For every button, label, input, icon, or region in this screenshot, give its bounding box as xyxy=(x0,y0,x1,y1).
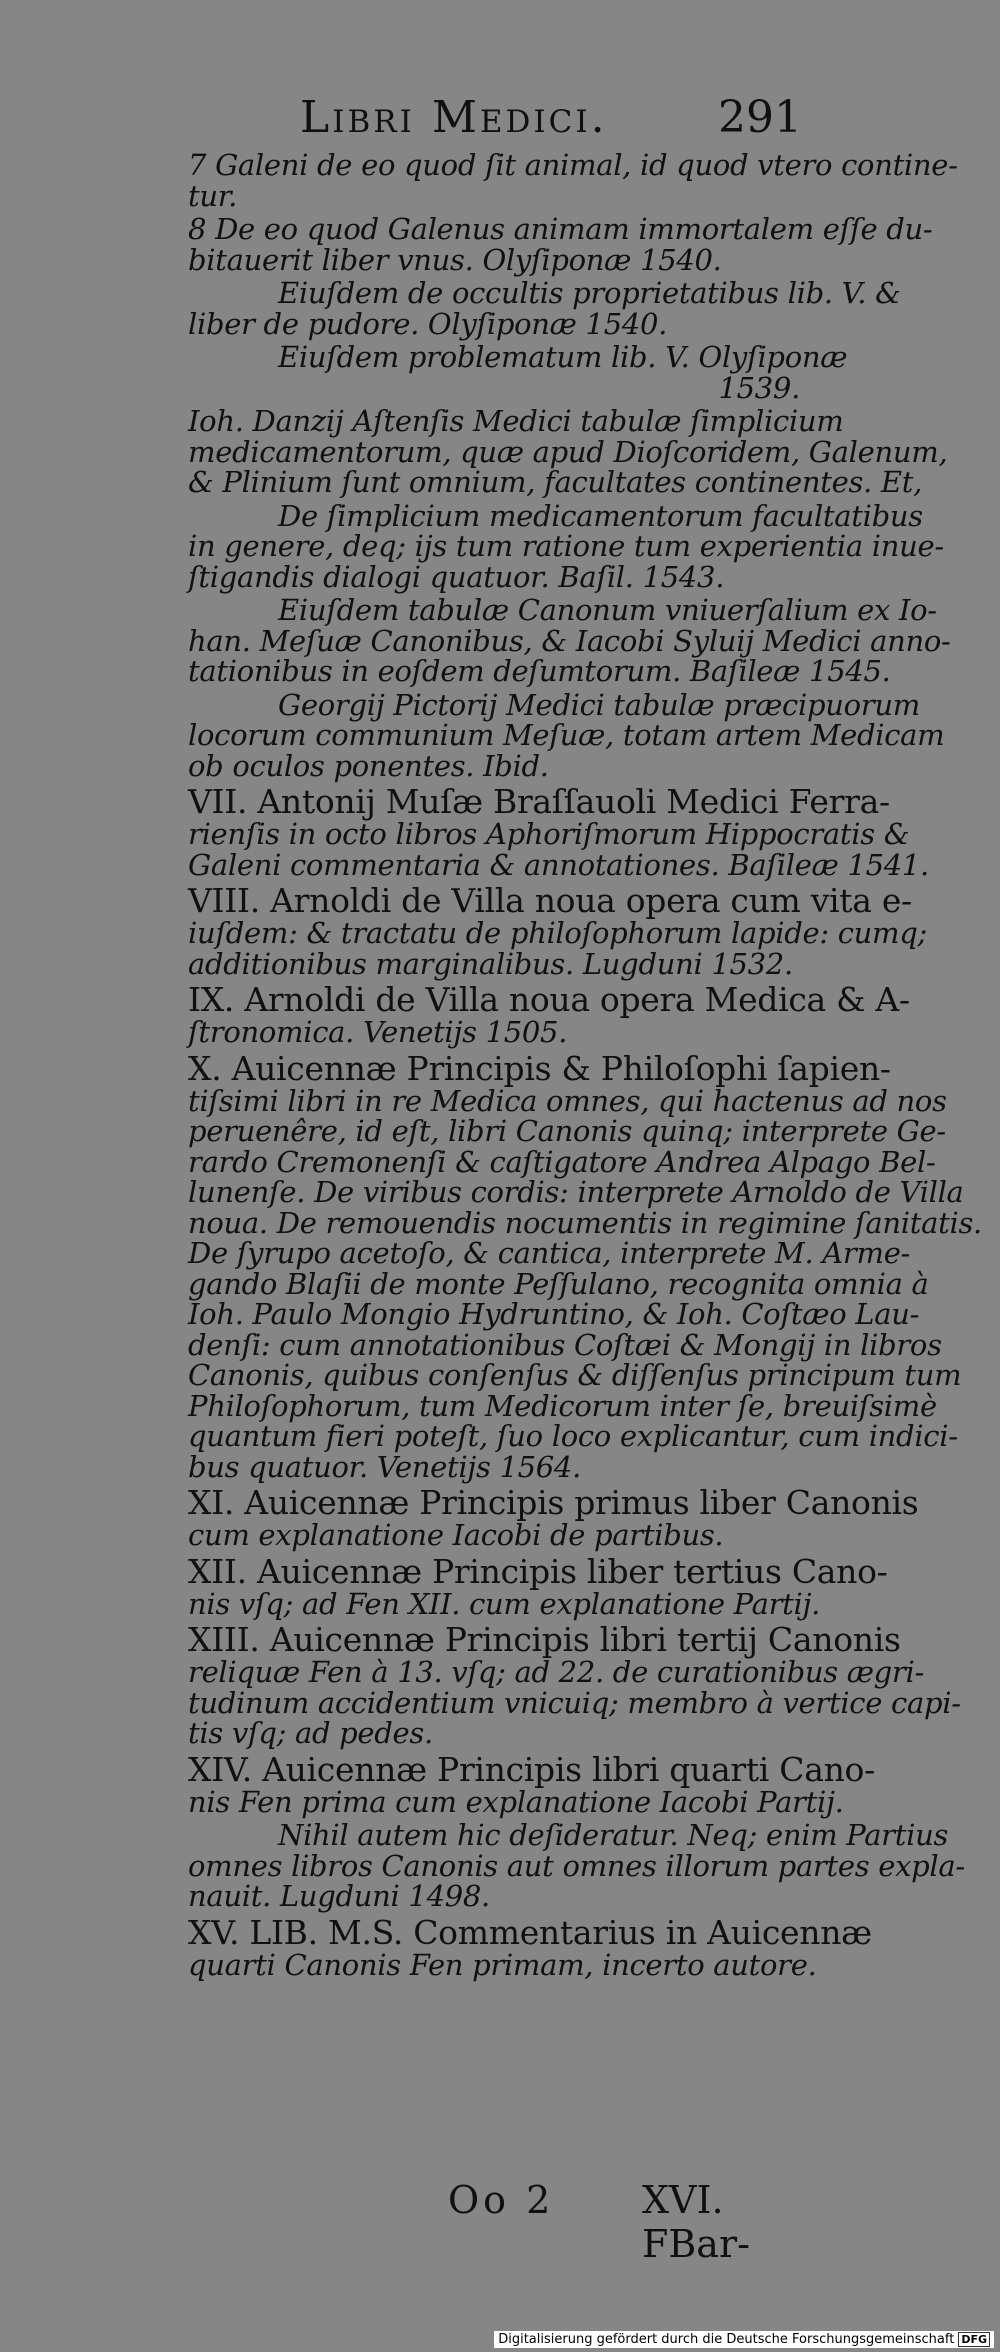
digitization-credit xyxy=(494,2331,994,2348)
page-number: 291 xyxy=(718,92,802,143)
text-line: XIII. Auicennæ Principis libri tertij Canonis xyxy=(188,1620,901,1659)
text-line: liber de pudore. Olyſiponæ 1540. xyxy=(188,306,668,341)
text-line: locorum communium Meſuæ, totam artem Medicam xyxy=(188,718,945,752)
text-line: tur. xyxy=(188,178,238,213)
text-line: De ſimplicium medicamentorum facultatibus xyxy=(278,498,923,533)
bibliography-entry xyxy=(188,1749,875,1819)
text-line: bus quatuor. Venetijs 1564. xyxy=(188,1449,582,1484)
text-line: bitauerit liber vnus. Olyſiponæ 1540. xyxy=(188,242,722,277)
text-line: XIV. Auicennæ Principis libri quarti Cano- xyxy=(188,1749,875,1789)
bibliography-entry xyxy=(188,782,929,882)
text-line: VIII. Arnoldi de Villa noua opera cum vita e- xyxy=(188,881,912,920)
bibliography-entry xyxy=(188,1483,919,1552)
text-line: XII. Auicennæ Principis liber tertius Cano- xyxy=(188,1551,888,1591)
bibliography-entry xyxy=(188,1818,965,1913)
bibliography-entry xyxy=(188,687,945,783)
text-line: noua. De remouendis nocumentis in regimine ſanitatis. xyxy=(188,1205,982,1240)
text-line: Nihil autem hic deſideratur. Neq; enim Partius xyxy=(278,1818,949,1852)
text-line: XI. Auicennæ Principis primus liber Canonis xyxy=(188,1483,919,1522)
text-line: denſi: cum annotationibus Coſtæi & Mongij in libros xyxy=(188,1327,942,1362)
text-line: lunenſe. De viribus cordis: interprete Arnoldo de Villa xyxy=(188,1175,964,1209)
text-line: X. Auicennæ Principis & Philoſophi ſapien- xyxy=(188,1048,891,1088)
text-line: IX. Arnoldi de Villa noua opera Medica & A- xyxy=(188,980,910,1019)
text-line: XV. LIB. M.S. Commentarius in Auicennæ xyxy=(188,1912,872,1952)
bibliography-entry xyxy=(188,593,951,688)
body-text xyxy=(188,148,982,1983)
text-line: in genere, deq; ijs tum ratione tum experientia inue- xyxy=(188,529,944,563)
text-line: medicamentorum, quæ apud Dioſcoridem, Galenum, xyxy=(188,434,948,469)
text-line: tis vſq; ad pedes. xyxy=(188,1716,433,1750)
text-line: quantum fieri poteſt, ſuo loco explicantur, cum indici- xyxy=(188,1419,958,1453)
text-line: gando Blaſii de monte Peſſulano, recognita omnia à xyxy=(188,1266,929,1301)
text-line: tationibus in eoſdem deſumtorum. Baſileæ 1545. xyxy=(188,654,891,688)
text-line: Ioh. Danzij Aſtenſis Medici tabulæ ſimplicium xyxy=(188,404,844,438)
text-line: iuſdem: & tractatu de philoſophorum lapide: cumq; xyxy=(188,916,927,950)
text-line: Philoſophorum, tum Medicorum inter ſe, breuiſsimè xyxy=(188,1388,937,1423)
text-line: Eiuſdem de occultis proprietatibus lib. V. & xyxy=(278,276,901,310)
text-line: Ioh. Paulo Mongio Hydruntino, & Ioh. Coſtæo Lau- xyxy=(188,1297,920,1331)
text-line: Georgij Pictorij Medici tabulæ præcipuorum xyxy=(278,687,920,722)
bibliography-entry xyxy=(188,404,948,499)
text-line: 8 De eo quod Galenus animam immortalem eſſe du- xyxy=(188,212,933,246)
credit-text: Digitalisierung gefördert durch die Deutsche Forschungsgemeinschaft xyxy=(498,2332,955,2347)
text-line: rardo Cremonenſi & caſtigatore Andrea Alpago Bel- xyxy=(188,1144,936,1179)
text-line: Eiuſdem tabulæ Canonum vniuerſalium ex Io- xyxy=(278,593,937,627)
bibliography-entry xyxy=(188,881,927,981)
catchword: XVI. FBar- xyxy=(642,2178,750,2266)
bibliography-entry xyxy=(188,1551,888,1621)
signature-mark: Oo 2 xyxy=(448,2178,555,2222)
text-line: omnes libros Canonis aut omnes illorum partes expla- xyxy=(188,1848,965,1883)
text-line: 1539. xyxy=(718,370,800,405)
text-line: cum explanatione Iacobi de partibus. xyxy=(188,1518,724,1552)
text-line: tudinum accidentium vnicuiq; membro à vertice capi- xyxy=(188,1685,961,1720)
text-line: De ſyrupo acetoſo, & cantica, interprete M. Arme- xyxy=(188,1236,911,1270)
bibliography-entry xyxy=(188,1620,961,1750)
text-line: & Plinium ſunt omnium, facultates continentes. Et, xyxy=(188,465,923,499)
text-line: tiſsimi libri in re Medica omnes, qui hactenus ad nos xyxy=(188,1083,947,1118)
bibliography-entry xyxy=(188,980,910,1049)
text-line: ſtigandis dialogi quatuor. Baſil. 1543. xyxy=(188,559,725,594)
bibliography-entry xyxy=(188,212,933,277)
text-line: quarti Canonis Fen primam, incerto autore. xyxy=(188,1947,817,1982)
text-line: nis Fen prima cum explanatione Iacobi Partij. xyxy=(188,1784,844,1819)
page-header xyxy=(0,92,1000,156)
bibliography-entry xyxy=(188,1048,982,1484)
text-line: 7 Galeni de eo quod ſit animal, id quod vtero contine- xyxy=(188,148,958,182)
text-line: VII. Antonij Muſæ Braſſauoli Medici Ferra- xyxy=(188,782,890,821)
text-line: ob oculos ponentes. Ibid. xyxy=(188,748,549,783)
text-line: nis vſq; ad Fen XII. cum explanatione Partij. xyxy=(188,1586,821,1621)
running-title: Libri Medici. xyxy=(300,92,608,143)
dfg-logo: DFG xyxy=(958,2332,990,2347)
text-line: han. Meſuæ Canonibus, & Iacobi Syluij Medici anno- xyxy=(188,623,951,658)
text-line: additionibus marginalibus. Lugduni 1532. xyxy=(188,946,793,981)
text-line: ſtronomica. Venetijs 1505. xyxy=(188,1015,568,1049)
text-line: peruenêre, id eſt, libri Canonis quinq; interprete Ge- xyxy=(188,1114,946,1148)
text-line: reliquæ Fen à 13. vſq; ad 22. de curationibus ægri- xyxy=(188,1655,924,1689)
text-line: Eiuſdem problematum lib. V. Olyſiponæ xyxy=(278,340,848,374)
text-line: nauit. Lugduni 1498. xyxy=(188,1879,490,1913)
bibliography-entry xyxy=(188,340,848,405)
page-footer xyxy=(210,2178,810,2266)
bibliography-entry xyxy=(188,276,901,341)
bibliography-entry xyxy=(188,498,944,594)
text-line: rienſis in octo libros Aphoriſmorum Hippocratis & xyxy=(188,817,910,851)
text-line: Canonis, quibus conſenſus & diſſenſus principum tum xyxy=(188,1358,962,1392)
text-line: Galeni commentaria & annotationes. Baſileæ 1541. xyxy=(188,847,929,882)
bibliography-entry xyxy=(188,148,958,213)
bibliography-entry xyxy=(188,1912,872,1982)
